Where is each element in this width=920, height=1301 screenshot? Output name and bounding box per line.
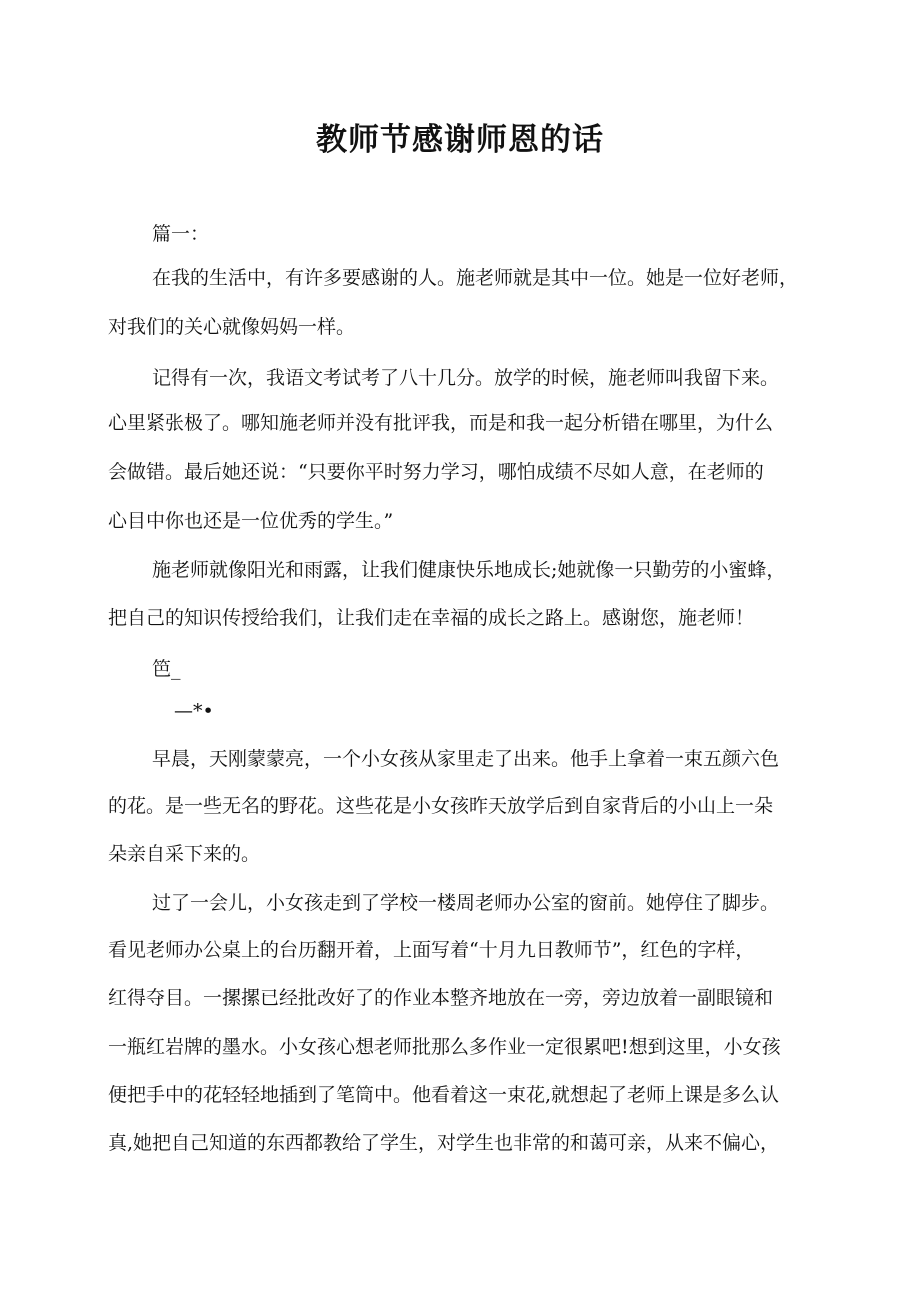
section-heading-2: 笆_ xyxy=(152,658,181,680)
paragraph-line: 记得有一次，我语文考试考了八十几分。放学的时候，施老师叫我留下来。 xyxy=(152,367,780,389)
paragraph-line: 便把手中的花轻轻地插到了笔筒中。他看着这一束花,就想起了老师上课是多么认 xyxy=(108,1084,780,1106)
paragraph-line: 心里紧张极了。哪知施老师并没有批评我，而是和我一起分析错在哪里，为什么 xyxy=(108,412,774,434)
paragraph-line: 会做错。最后她还说：“只要你平时努力学习，哪怕成绩不尽如人意，在老师的 xyxy=(108,461,764,483)
section-heading-1: 篇一： xyxy=(152,223,210,245)
document-title: 教师节感谢师恩的话 xyxy=(316,122,604,158)
paragraph-line: 的花。是一些无名的野花。这些花是小女孩昨天放学后到自家背后的小山上一朵 xyxy=(108,795,774,817)
paragraph-line: 心目中你也还是一位优秀的学生。” xyxy=(108,510,394,532)
paragraph-line: 在我的生活中，有许多要感谢的人。施老师就是其中一位。她是一位好老师， xyxy=(152,267,799,289)
paragraph-line: 红得夺目。一摞摞已经批改好了的作业本整齐地放在一旁，旁边放着一副眼镜和 xyxy=(108,987,774,1009)
paragraph-line: 一瓶红岩牌的墨水。小女孩心想老师批那么多作业一定很累吧!想到这里，小女孩 xyxy=(108,1036,781,1058)
paragraph-line: 真,她把自己知道的东西都教给了学生，对学生也非常的和蔼可亲，从来不偏心， xyxy=(108,1132,780,1154)
section-heading-2-mark: —*• xyxy=(174,700,214,722)
paragraph-line: 把自己的知识传授给我们，让我们走在幸福的成长之路上。感谢您，施老师！ xyxy=(108,607,755,629)
paragraph-line: 对我们的关心就像妈妈一样。 xyxy=(108,316,356,338)
paragraph-line: 朵亲自采下来的。 xyxy=(108,843,261,865)
paragraph-line: 看见老师办公桌上的台历翻开着，上面写着“十月九日教师节”，红色的字样， xyxy=(108,939,755,961)
paragraph-line: 施老师就像阳光和雨露，让我们健康快乐地成长;她就像一只勤劳的小蜜蜂， xyxy=(152,559,786,581)
paragraph-line: 过了一会儿，小女孩走到了学校一楼周老师办公室的窗前。她停住了脚步。 xyxy=(152,892,780,914)
paragraph-line: 早晨，天刚蒙蒙亮，一个小女孩从家里走了出来。他手上拿着一束五颜六色 xyxy=(152,748,780,770)
